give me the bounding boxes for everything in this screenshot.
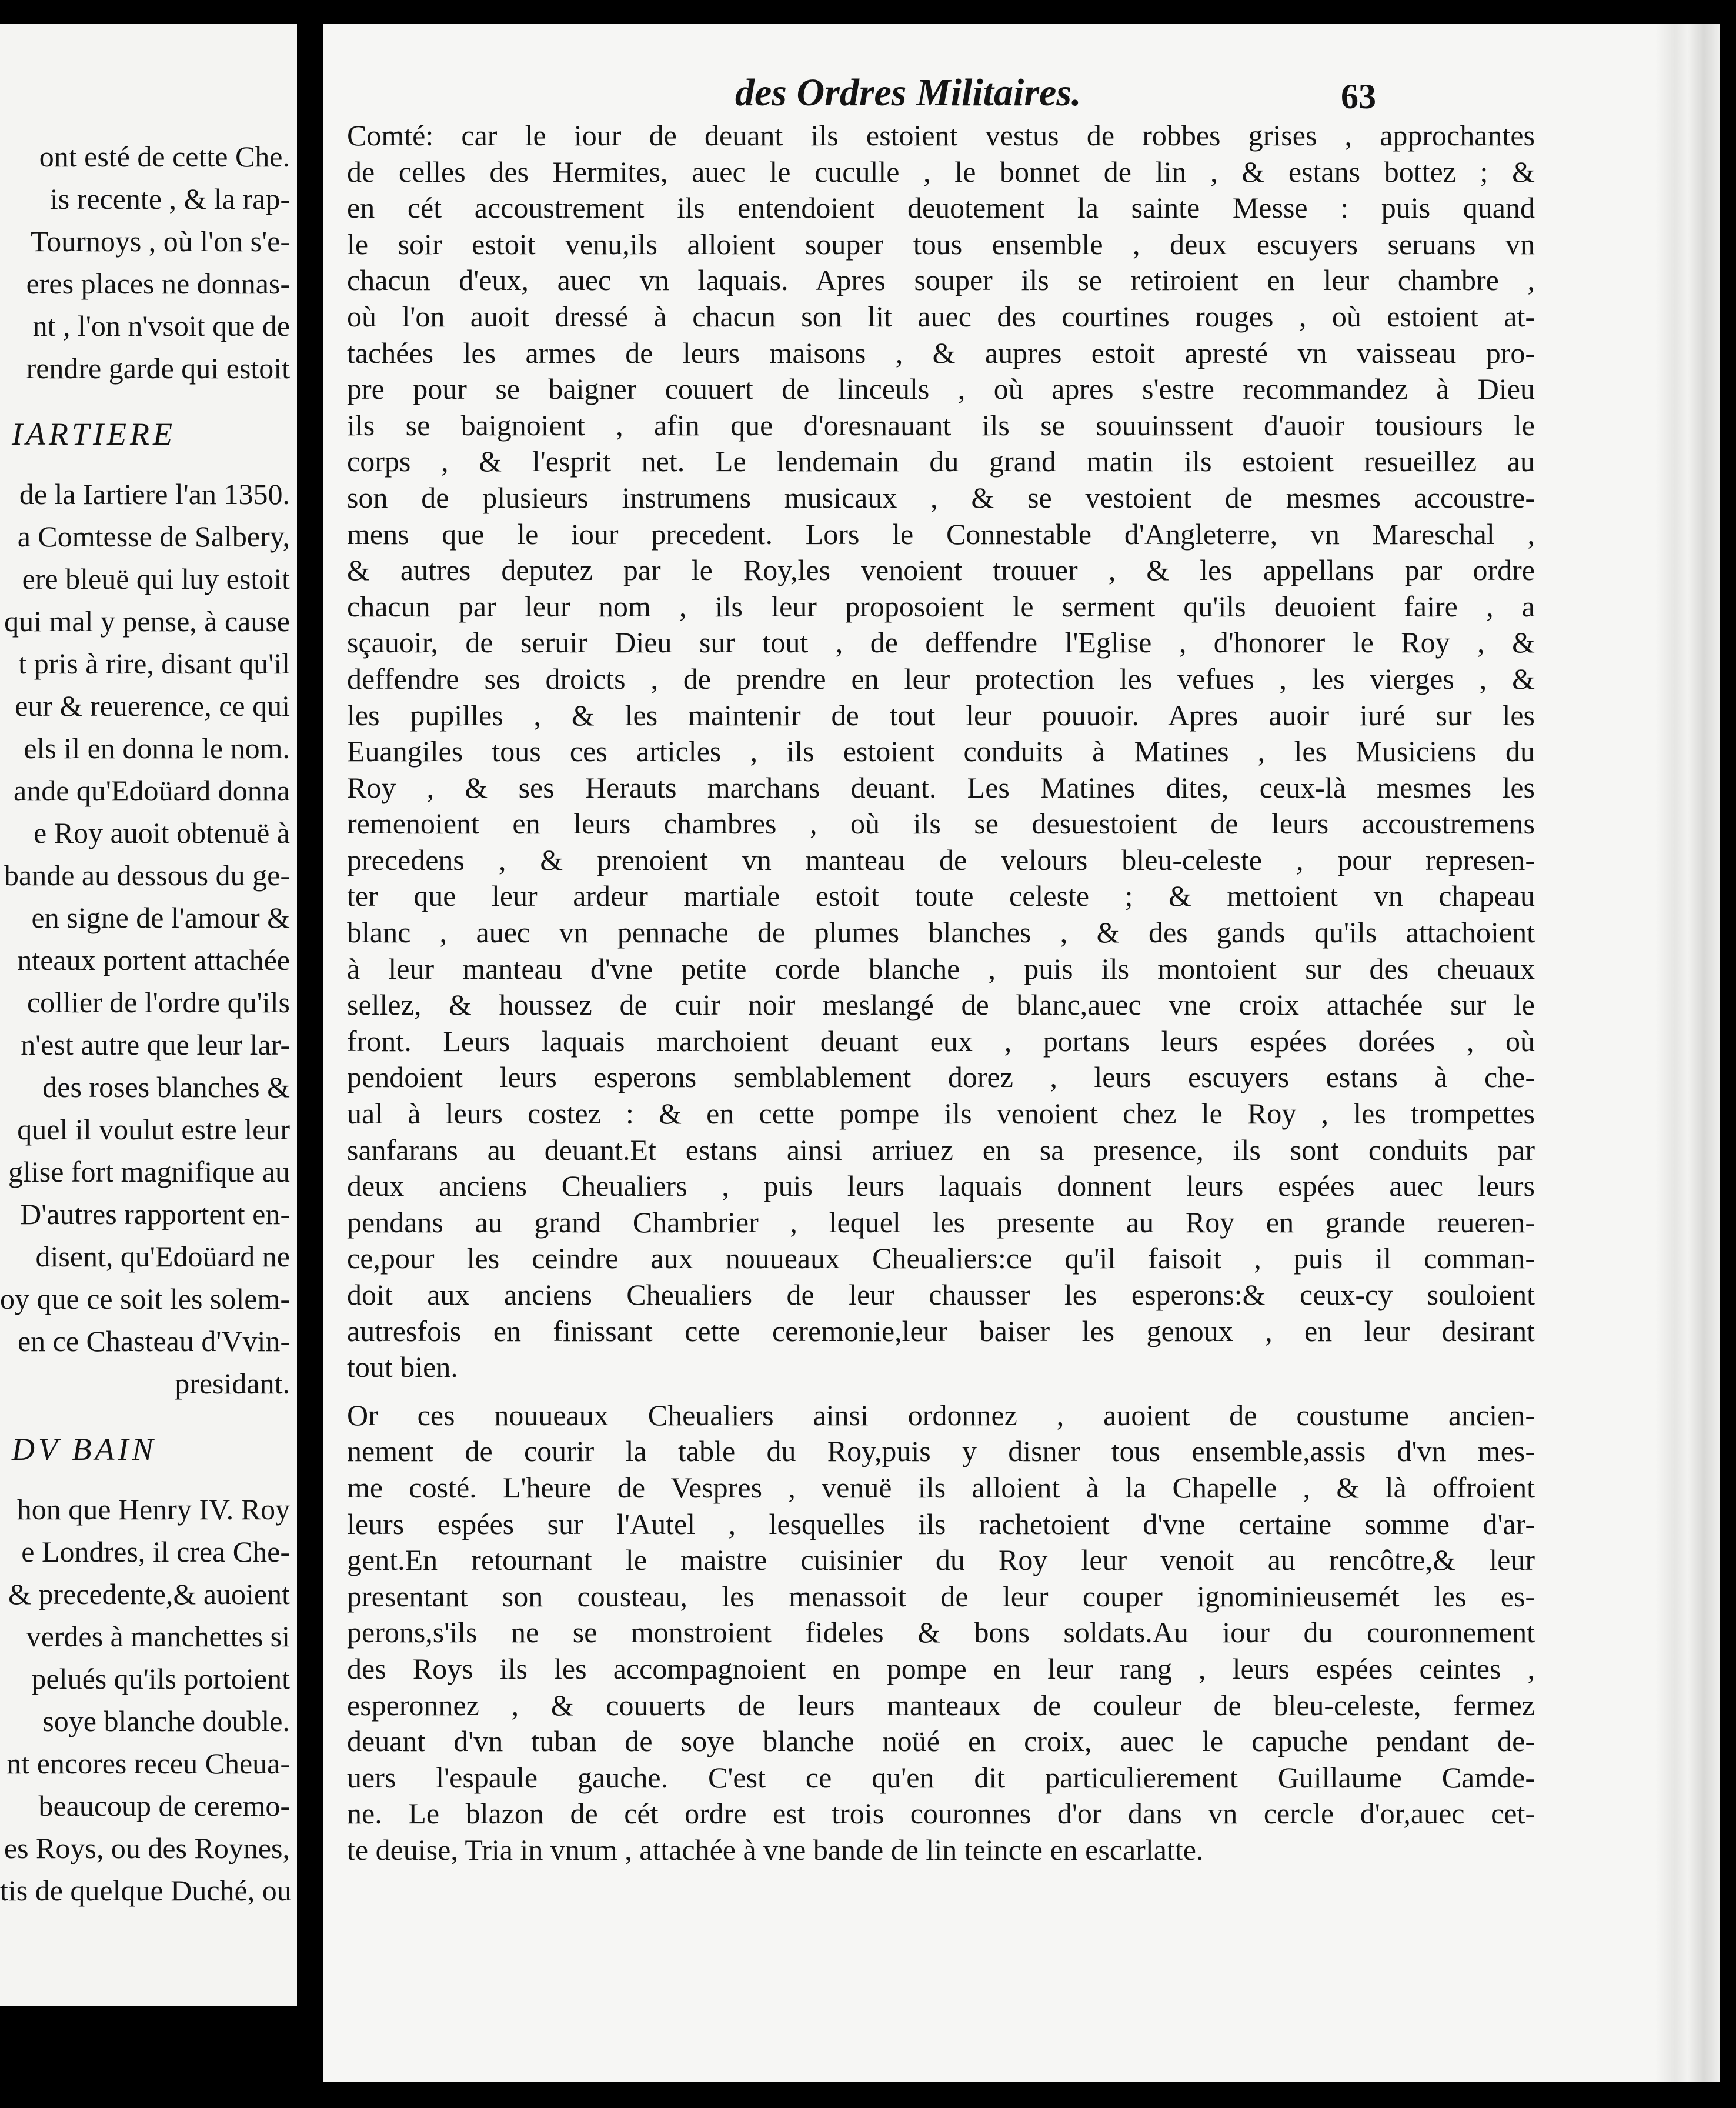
text-line: de la Iartiere l'an 1350. [19, 478, 290, 511]
running-head: des Ordres Militaires. [735, 71, 1081, 114]
text-line: remenoient en leurs chambres , où ils se desuestoient de leurs accoustremens [347, 807, 1535, 840]
text-line: doit aux anciens Cheualiers de leur chausser les esperons:& ceux-cy souloient [347, 1278, 1535, 1311]
text-line: Or ces nouueaux Cheualiers ainsi ordonnez , auoient de coustume ancien- [347, 1398, 1535, 1432]
text-line: deux anciens Cheualiers , puis leurs laquais donnent leurs espées auec leurs [347, 1169, 1535, 1203]
text-line: pre pour se baigner couuert de linceuls , où apres s'estre recommandez à Dieu [347, 372, 1535, 406]
text-line: verdes à manchettes si [26, 1620, 290, 1653]
text-line: leurs espées sur l'Autel , lesquelles ils rachetoient d'vne certaine somme d'ar- [347, 1507, 1535, 1540]
text-line: mens que le iour precedent. Lors le Connestable d'Angleterre, vn Mareschal , [347, 517, 1535, 551]
section-heading-du-bain: DV BAIN [12, 1432, 157, 1467]
text-line: glise fort magnifique au [8, 1155, 290, 1188]
text-line: Tournoys , où l'on s'e- [31, 225, 290, 258]
text-line: soye blanche double. [42, 1705, 290, 1737]
text-line: beaucoup de ceremo- [38, 1789, 290, 1822]
text-line: nteaux portent attachée [17, 943, 290, 976]
text-line: & precedente,& auoient [8, 1577, 290, 1610]
text-line: ils se baignoient , afin que d'oresnauant ils se souuinssent d'auoir tousiours le [347, 408, 1535, 442]
text-line: à leur manteau d'vne petite corde blanche , puis ils montoient sur des cheuaux [347, 952, 1535, 985]
text-line: Comté: car le iour de deuant ils estoient vestus de robbes grises , approchantes [347, 119, 1535, 152]
text-line: t pris à rire, disant qu'il [18, 647, 290, 680]
text-line: autresfois en finissant cette ceremonie,leur baiser les genoux , en leur desirant [347, 1314, 1535, 1347]
text-line: des roses blanches & [42, 1070, 290, 1103]
text-line: ce,pour les ceindre aux nouueaux Cheualiers:ce qu'il faisoit , puis il comman- [347, 1242, 1535, 1275]
text-line: en cét accoustrement ils entendoient deuotement la sainte Messe : puis quand [347, 191, 1535, 225]
left-page [0, 24, 297, 2006]
text-line: ne. Le blazon de cét ordre est trois couronnes d'or dans vn cercle d'or,auec cet- [347, 1797, 1535, 1830]
text-line: deuant d'vn tuban de soye blanche noüé en croix, auec le capuche pendant de- [347, 1725, 1535, 1758]
text-line: quel il voulut estre leur [17, 1113, 290, 1146]
text-line: ont esté de cette Che. [39, 140, 290, 173]
paragraph-2 [347, 1397, 1535, 1869]
text-line: nt encores receu Cheua- [6, 1747, 290, 1780]
text-line: te deuise, Tria in vnum , attachée à vne bande de lin teincte en escarlatte. [347, 1833, 1204, 1866]
text-line: me costé. L'heure de Vespres , venuë ils alloient à la Chapelle , & là offroient [347, 1470, 1535, 1504]
text-line: deffendre ses droicts , de prendre en leur protection les vefues , les vierges , & [347, 662, 1535, 695]
text-line: n'est autre que leur lar- [21, 1028, 290, 1061]
text-line: qui mal y pense, à cause [4, 605, 290, 638]
text-line: e Roy auoit obtenuë à [34, 816, 290, 849]
text-line: corps , & l'esprit net. Le lendemain du grand matin ils estoient resueillez au [347, 445, 1535, 478]
text-line: gent.En retournant le maistre cuisinier du Roy leur venoit au rencôtre,& leur [347, 1543, 1535, 1577]
text-line: e Londres, il crea Che- [21, 1535, 290, 1568]
section-heading-iartiere: IARTIERE [12, 416, 176, 452]
text-line: blanc , auec vn pennache de plumes blanches , & des gands qu'ils attachoient [347, 916, 1535, 949]
text-line: sanfarans au deuant.Et estans ainsi arriuez en sa presence, ils sont conduits par [347, 1133, 1535, 1166]
text-line: els il en donna le nom. [24, 732, 290, 765]
text-line: sçauoir, de seruir Dieu sur tout , de deffendre l'Eglise , d'honorer le Roy , & [347, 626, 1535, 659]
left-page-text [0, 135, 297, 1912]
text-line: sellez, & houssez de cuir noir meslangé de blanc,auec vne croix attachée sur le [347, 988, 1535, 1022]
text-line: pendoient leurs esperons semblablement dorez , leurs escuyers estans à che- [347, 1060, 1535, 1094]
text-line: des Roys ils les accompagnoient en pompe en leur rang , leurs espées ceintes , [347, 1652, 1535, 1685]
text-line: où l'on auoit dressé à chacun son lit auec des courtines rouges , où estoient at- [347, 299, 1535, 333]
text-line: tis de quelque Duché, ou [0, 1874, 292, 1907]
text-line: presentant son cousteau, les menassoit de leur couper ignominieusemét les es- [347, 1579, 1535, 1613]
text-line: de celles des Hermites, auec le cuculle , le bonnet de lin , & estans bottez ; & [347, 155, 1535, 188]
text-line: Euangiles tous ces articles , ils estoient conduits à Matines , les Musiciens du [347, 735, 1535, 768]
text-line: precedens , & prenoient vn manteau de velours bleu-celeste , pour represen- [347, 843, 1535, 876]
text-line: hon que Henry IV. Roy [16, 1493, 290, 1526]
text-line: en ce Chasteau d'Vvin- [17, 1325, 290, 1357]
text-line: D'autres rapportent en- [20, 1198, 290, 1230]
text-line: en signe de l'amour & [31, 901, 290, 934]
text-line: ter que leur ardeur martiale estoit toute celeste ; & mettoient vn chapeau [347, 879, 1535, 913]
text-line: front. Leurs laquais marchoient deuant eux , portans leurs espées dorées , où [347, 1024, 1535, 1058]
text-line: chacun par leur nom , ils leur proposoient le serment qu'ils deuoient faire , a [347, 589, 1535, 623]
text-line: eres places ne donnas- [26, 267, 290, 300]
text-line: ere bleuë qui luy estoit [22, 562, 290, 595]
text-line: Roy , & ses Herauts marchans deuant. Les Matines dites, ceux-là mesmes les [347, 771, 1535, 804]
text-line: eur & reuerence, ce qui [15, 689, 290, 722]
page-number: 63 [1341, 77, 1376, 116]
text-line: is recente , & la rap- [49, 182, 290, 215]
text-line: es Roys, ou des Roynes, [4, 1832, 290, 1864]
text-line: nement de courir la table du Roy,puis y disner tous ensemble,assis d'vn mes- [347, 1435, 1535, 1468]
text-line: pelués qu'ils portoient [31, 1662, 290, 1695]
text-line: disent, qu'Edoüard ne [35, 1240, 290, 1273]
text-line: perons,s'ils ne se monstroient fideles & bons soldats.Au iour du couronnement [347, 1616, 1535, 1649]
text-line: collier de l'ordre qu'ils [26, 986, 290, 1019]
text-line: son de plusieurs instrumens musicaux , & se vestoient de mesmes accoustre- [347, 481, 1535, 514]
book-gutter [297, 0, 323, 2108]
text-line: le soir estoit venu,ils alloient souper tous ensemble , deux escuyers seruans vn [347, 227, 1535, 261]
right-page [323, 24, 1720, 2082]
text-line: tachées les armes de leurs maisons , & aupres estoit apresté vn vaisseau pro- [347, 336, 1535, 369]
text-line: presidant. [175, 1367, 290, 1400]
text-line: esperonnez , & couuerts de leurs manteaux de couleur de bleu-celeste, fermez [347, 1688, 1535, 1722]
text-line: rendre garde qui estoit [26, 352, 290, 385]
text-line: pendans au grand Chambrier , lequel les presente au Roy en grande reueren- [347, 1205, 1535, 1239]
paragraph-1 [347, 118, 1535, 1386]
text-line: tout bien. [347, 1350, 458, 1384]
body-text [347, 118, 1535, 1869]
text-line: ande qu'Edoüard donna [14, 774, 290, 807]
text-line: a Comtesse de Salbery, [17, 520, 290, 553]
text-line: les pupilles , & les maintenir de tout leur pouuoir. Apres auoir iuré sur les [347, 698, 1535, 732]
text-line: bande au dessous du ge- [4, 859, 290, 892]
text-line: oy que ce soit les solem- [0, 1282, 290, 1315]
page-edge [1655, 24, 1720, 2082]
text-line: & autres deputez par le Roy,les venoient trouuer , & les appellans par ordre [347, 553, 1535, 587]
text-line: ual à leurs costez : & en cette pompe ils venoient chez le Roy , les trompettes [347, 1097, 1535, 1130]
text-line: chacun d'eux, auec vn laquais. Apres souper ils se retiroient en leur chambre , [347, 264, 1535, 297]
text-line: uers l'espaule gauche. C'est ce qu'en dit particulierement Guillaume Camde- [347, 1760, 1535, 1794]
text-line: nt , l'on n'vsoit que de [32, 309, 290, 342]
